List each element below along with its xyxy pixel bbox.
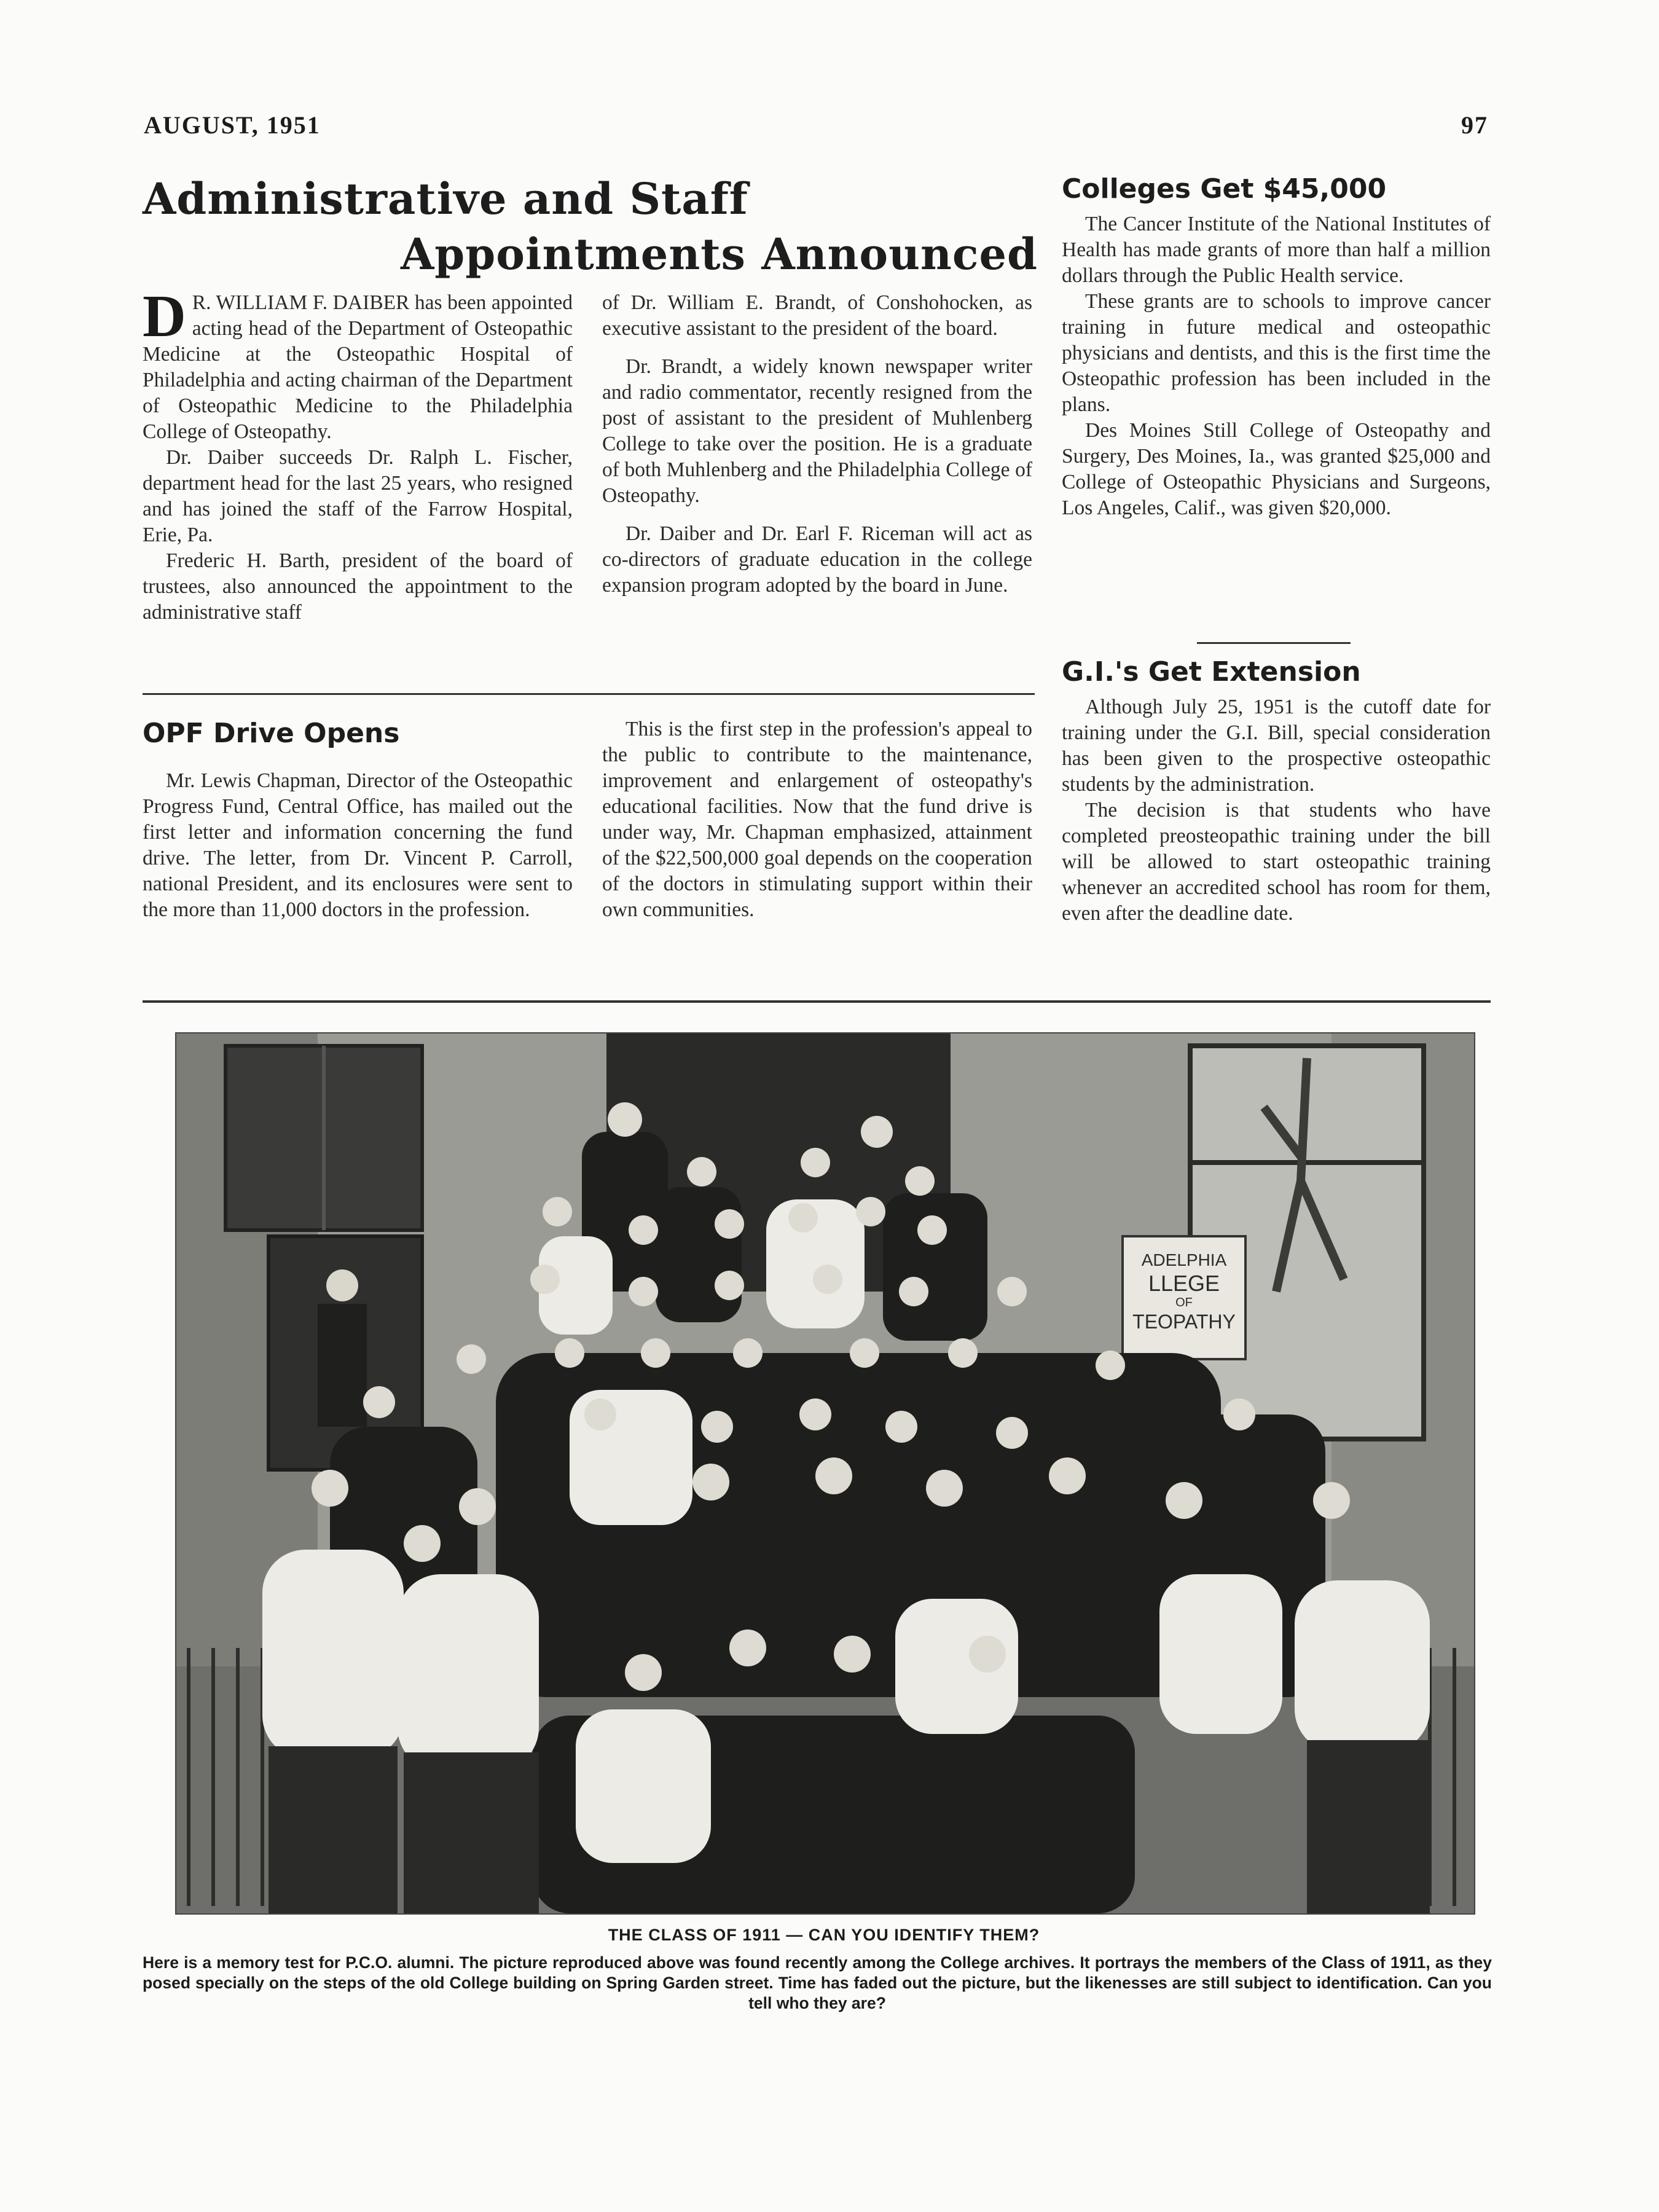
main-article-p2: Dr. Daiber succeeds Dr. Ralph L. Fischer, department head for the last 25 years, who resigned and has joined the staff of the Farrow Hospital, Erie, Pa. [143, 446, 573, 546]
page-number: 97 [1461, 111, 1488, 139]
sign-line-1: ADELPHIA [1141, 1250, 1227, 1269]
opf-p1: Mr. Lewis Chapman, Director of the Osteopathic Progress Fund, Central Office, has mailed out the first letter and information concerning the fund drive. The letter, from Dr. Vincent P. Carroll, national President, and its enclosures were sent to the more than 11,000 doctors in the profession. [143, 769, 573, 921]
sign-line-4: TEOPATHY [1132, 1311, 1236, 1333]
colleges-headline: Colleges Get $45,000 [1062, 173, 1387, 205]
colleges-p1: The Cancer Institute of the National Institutes of Health has made grants of more than half a million dollars through the Public Health service. [1062, 213, 1491, 287]
issue-date: AUGUST, 1951 [144, 111, 321, 139]
opf-article-col-2 [602, 716, 1032, 923]
main-article-p4: of Dr. William E. Brandt, of Conshohocken, as executive assistant to the president of the board. [602, 291, 1032, 340]
section-divider [143, 693, 1035, 695]
photo-caption-title: THE CLASS OF 1911 — CAN YOU IDENTIFY THEM? [608, 1926, 1040, 1944]
sign-line-2: LLEGE [1148, 1271, 1220, 1296]
gi-headline: G.I.'s Get Extension [1062, 656, 1361, 688]
gi-p2: The decision is that students who have completed preosteopathic training under the bill will be allowed to start osteopathic training whenever an accredited school has room for them, even after the deadline date. [1062, 799, 1491, 925]
opf-headline: OPF Drive Opens [143, 718, 400, 749]
photo-top-rule [143, 1000, 1491, 1003]
main-article-col-1 [143, 283, 573, 626]
photo-caption-text: Here is a memory test for P.C.O. alumni. The picture reproduced above was found recently among the College archives. It portrays the members of the Class of 1911, as they posed specially on the steps of the old College building on Spring Garden street. Time has faded out the picture, but the likenesses are still subject to identification. Can you tell who they are? [143, 1953, 1492, 2012]
drop-cap: D [143, 283, 186, 350]
sign-line-3: OF [1175, 1296, 1193, 1309]
headline-line-1: Administrative and Staff [143, 173, 748, 224]
colleges-p3: Des Moines Still College of Osteopathy and Surgery, Des Moines, Ia., was granted $25,000 and College of Osteopathic Physicians and Surgeons, Los Angeles, Calif., was given $20,000. [1062, 419, 1491, 519]
main-article-col-2 [602, 290, 1032, 598]
class-photo [175, 1032, 1475, 1915]
main-article-p5: Dr. Brandt, a widely known newspaper writer and radio commentator, recently resigned from the post of assistant to the president of Muhlenberg College to take over the position. He is a graduate of both Muhlenberg and the Philadelphia College of Osteopathy. [602, 355, 1032, 507]
college-sign [1126, 1249, 1242, 1333]
class-photo-illustration [176, 1033, 1474, 1913]
opf-article-col-1 [143, 768, 573, 923]
main-article-p6: Dr. Daiber and Dr. Earl F. Riceman will act as co-directors of graduate education in the college expansion program adopted by the board in June. [602, 522, 1032, 597]
headline-line-2: Appointments Announced [401, 229, 1038, 280]
gi-article [1062, 694, 1491, 927]
section-divider-short [1197, 642, 1351, 644]
main-article-p3: Frederic H. Barth, president of the board of trustees, also announced the appointment to the administrative staff [143, 549, 573, 624]
opf-p2: This is the first step in the profession's appeal to the public to contribute to the maintenance, improvement and enlargement of osteopathy's educational facilities. Now that the fund drive is under way, Mr. Chapman emphasized, attainment of the $22,500,000 goal depends on the cooperation of the doctors in stimulating support within their own communities. [602, 718, 1032, 921]
colleges-article [1062, 211, 1491, 521]
main-article-p1: R. WILLIAM F. DAIBER has been appointed acting head of the Department of Osteopathic Medicine at the Osteopathic Hospital of Philadelphia and acting chairman of the Department of Osteopathic Medicine to the Philadelphia College of Osteopathy. [143, 291, 573, 443]
gi-p1: Although July 25, 1951 is the cutoff date for training under the G.I. Bill, special consideration has been given to the prospective osteopathic students by the administration. [1062, 696, 1491, 796]
colleges-p2: These grants are to schools to improve cancer training in future medical and osteopathic physicians and dentists, and this is the first time the Osteopathic profession has been included in the plans. [1062, 290, 1491, 416]
